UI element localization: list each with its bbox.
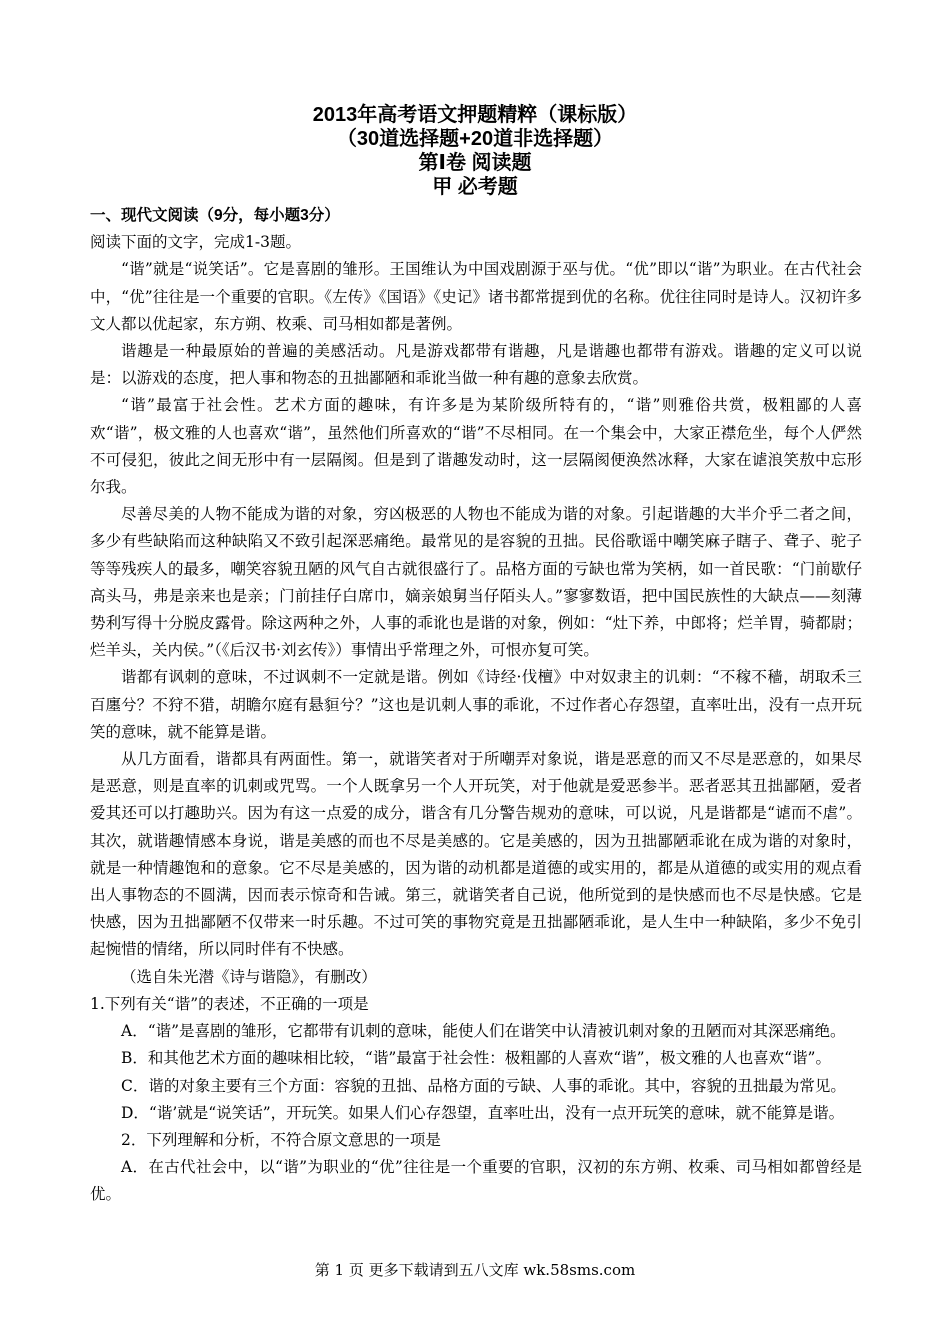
question-1-option-b: B．和其他艺术方面的趣味相比较，“谐”最富于社会性：极粗鄙的人喜欢“谐”，极文雅的人也喜欢“谐”。: [121, 1049, 831, 1068]
subtitle: （30道选择题+20道非选择题）: [336, 128, 614, 150]
passage-paragraph: 谐都有讽刺的意味，不过讽刺不一定就是谐。例如《诗经·伐檀》中对奴隶主的讥刺：“不稼不穑，胡取禾三百廛兮？不狩不猎，胡瞻尔庭有悬貆兮？”这也是讥刺人事的乖讹，不过作者心存怨望，直率吐出，没有一点开玩笑的意味，就不能算是谐。: [90, 668, 862, 741]
question-1-option-d: D．“谐’就是“说笑话”，开玩笑。如果人们心存怨望，直率吐出，没有一点开玩笑的意味，就不能算是谐。: [121, 1103, 845, 1122]
question-2-stem: 2．下列理解和分析，不符合原文意思的一项是: [121, 1130, 441, 1149]
main-title: 2013年高考语文押题精粹（课标版）: [312, 104, 638, 126]
passage-paragraph: 尽善尽美的人物不能成为谐的对象，穷凶极恶的人物也不能成为谐的对象。引起谐趣的大半介乎二者之间，多少有些缺陷而这种缺陷又不致引起深恶痛绝。最常见的是容貌的丑拙。民俗歌谣中嘲笑麻子瞎子、聋子、驼子等等残疾人的最多，嘲笑容貌丑陋的风气自古就很盛行了。品格方面的亏缺也常为笑柄，如一首民歌：“门前歇仔高头马，弗是亲来也是亲；门前挂仔白席巾，嫡亲娘舅当仔陌头人。”寥寥数语，把中国民族性的大缺点——刻薄势利写得十分脱皮露骨。除这两种之外，人事的乖讹也是谐的对象，例如：“灶下养，中郎将；烂羊胃，骑都尉；烂羊头，关内侯。”（《后汉书·刘玄传》）事情出乎常理之外，可恨亦复可笑。: [90, 505, 862, 660]
section-instruction: 阅读下面的文字，完成1-3题。: [90, 233, 301, 252]
volume-title: 第Ⅰ卷 阅读题: [418, 152, 532, 174]
page-footer: 第 1 页 更多下载请到五八文库 wk.58sms.com: [314, 1261, 636, 1279]
passage-source: （选自朱光潜《诗与谐隐》，有删改）: [121, 967, 377, 986]
passage-paragraph: “谐”就是“说笑话”。它是喜剧的雏形。王国维认为中国戏剧源于巫与优。“优”即以“谐”为职业。在古代社会中，“优”往往是一个重要的官职。《左传》《国语》《史记》诸书都常提到优的名称。优往往同时是诗人。汉初许多文人都以优起家，东方朔、枚乘、司马相如都是著例。: [90, 260, 862, 333]
passage-paragraph: “谐”最富于社会性。艺术方面的趣味，有许多是为某阶级所特有的，“谐”则雅俗共赏，极粗鄙的人喜欢“谐”，极文雅的人也喜欢“谐”，虽然他们所喜欢的“谐”不尽相同。在一个集会中，大家正襟危坐，每个人俨然不可侵犯，彼此之间无形中有一层隔阂。但是到了谐趣发动时，这一层隔阂便涣然冰释，大家在谑浪笑敖中忘形尔我。: [90, 396, 862, 497]
question-1-option-a: A．“谐”是喜剧的雏形，它都带有讥刺的意味，能使人们在谐笑中认清被讥刺对象的丑陋而对其深恶痛绝。: [121, 1022, 846, 1041]
document-body: [90, 202, 862, 1209]
passage-paragraph: 从几方面看，谐都具有两面性。第一，就谐笑者对于所嘲弄对象说，谐是恶意的而又不尽是恶意的，如果尽是恶意，则是直率的讥刺或咒骂。一个人既拿另一个人开玩笑，对于他就是爱恶参半。恶者恶其丑拙鄙陋，爱者爱其还可以打趣助兴。因为有这一点爱的成分，谐含有几分警告规劝的意味，可以说，凡是谐都是“谑而不虐”。其次，就谐趣情感本身说，谐是美感的而也不尽是美感的。它是美感的，因为丑拙鄙陋乖讹在成为谐的对象时，就是一种情趣饱和的意象。它不尽是美感的，因为谐的动机都是道德的或实用的，都是从道德的或实用的观点看出人事物态的不圆满，因而表示惊奇和告诫。第三，就谐笑者自己说，他所觉到的是快感而也不尽是快感。它是快感，因为丑拙鄙陋不仅带来一时乐趣。不过可笑的事物究竟是丑拙鄙陋乖讹，是人生中一种缺陷，多少不免引起惋惜的情绪，所以同时伴有不快感。: [90, 750, 862, 959]
title-block: [0, 103, 950, 199]
passage-paragraph: 谐趣是一种最原始的普遍的美感活动。凡是游戏都带有谐趣，凡是谐趣也都带有游戏。谐趣的定义可以说是：以游戏的态度，把人事和物态的丑拙鄙陋和乖讹当做一种有趣的意象去欣赏。: [90, 342, 862, 388]
question-2-option-a: A．在古代社会中，以“谐”为职业的“优”往往是一个重要的官职，汉初的东方朔、枚乘、司马相如都曾经是优。: [90, 1158, 862, 1204]
question-1-stem: 1.下列有关“谐”的表述，不正确的一项是: [90, 994, 369, 1013]
part-title: 甲 必考题: [432, 176, 518, 198]
section-heading: 一、现代文阅读（9分，每小题3分）: [90, 207, 340, 224]
question-1-option-c: C．谐的对象主要有三个方面：容貌的丑拙、品格方面的亏缺、人事的乖讹。其中，容貌的丑拙最为常见。: [121, 1076, 846, 1095]
